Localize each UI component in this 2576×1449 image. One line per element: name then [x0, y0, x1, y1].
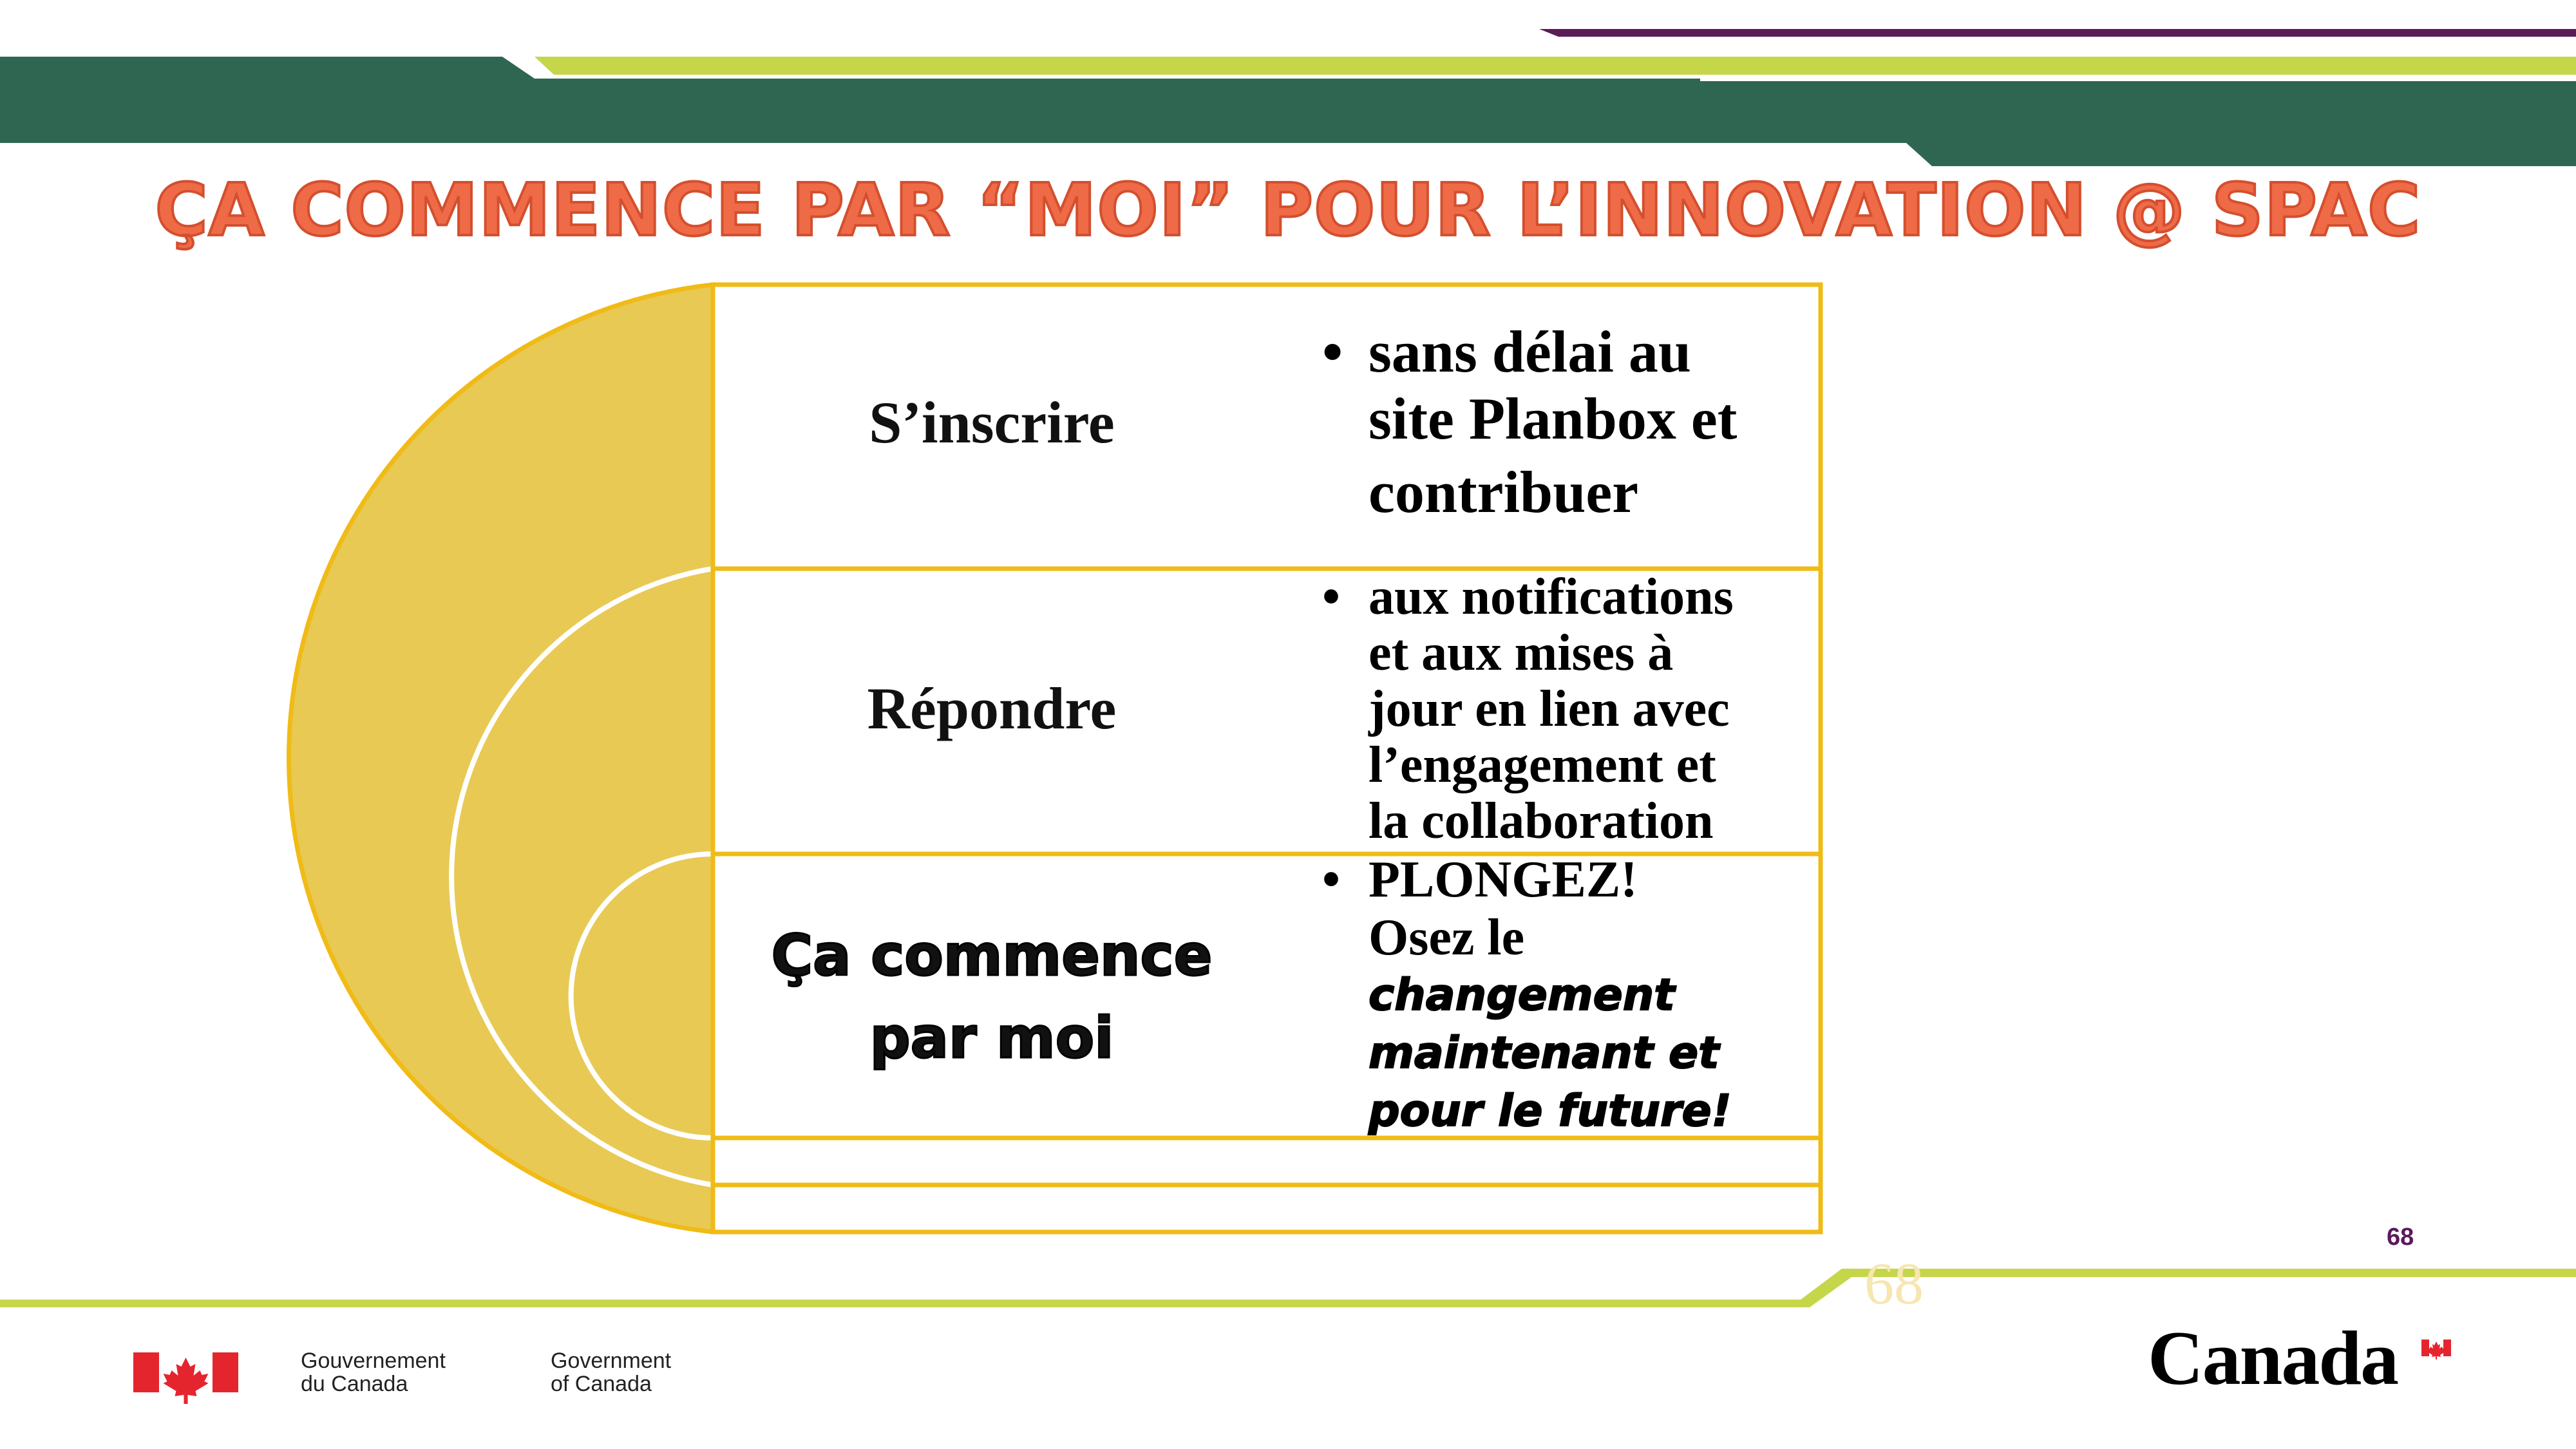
- label-line: Ça commence: [771, 922, 1213, 989]
- emphasis-line: maintenant et: [1368, 1028, 1719, 1079]
- gov-fr-line: du Canada: [301, 1372, 408, 1396]
- bullet-line: aux notifications: [1368, 569, 1734, 625]
- row-bullet-repondre: [1322, 569, 1813, 849]
- gov-signature-fr: [301, 1349, 446, 1396]
- emphasis-line: pour le future!: [1368, 1086, 1732, 1137]
- bullet-glyph: •: [1322, 319, 1343, 384]
- row-label-ca-commence: [728, 914, 1256, 1079]
- bullet-line: la collaboration: [1368, 793, 1714, 849]
- bullet-line: Osez le: [1368, 909, 1525, 966]
- footer-lime-band-left: [0, 1300, 1803, 1307]
- row-bullet-plongez: [1322, 851, 1813, 1141]
- gov-en-line: Government: [551, 1349, 672, 1373]
- outer-arc: [289, 285, 713, 1232]
- bullet-line: contribuer: [1368, 459, 1639, 525]
- bullet-line: et aux mises à: [1368, 625, 1674, 681]
- header-lime-band: [535, 57, 2576, 75]
- canada-flag-icon: [133, 1352, 238, 1404]
- gov-en-line: of Canada: [551, 1372, 652, 1396]
- canada-wordmark: Canada: [2148, 1315, 2398, 1401]
- wordmark-flag-icon: [2421, 1340, 2451, 1359]
- bullet-line: site Planbox et: [1368, 386, 1738, 451]
- ghost-page-number: 68: [1864, 1251, 1924, 1316]
- gov-fr-line: Gouvernement: [301, 1349, 446, 1373]
- bullet-glyph: •: [1322, 569, 1341, 625]
- row-label-sinscrire: S’inscrire: [869, 390, 1115, 455]
- header-purple-band: [1539, 29, 2576, 37]
- slide-title: ÇA COMMENCE PAR “MOI” POUR L’INNOVATION @ SPAC: [155, 169, 2421, 252]
- bullet-line: PLONGEZ!: [1368, 851, 1638, 908]
- bullet-glyph: •: [1322, 851, 1341, 908]
- row-label-repondre: Répondre: [867, 676, 1117, 741]
- gov-signature-en: [551, 1349, 671, 1396]
- row-bullet-sinscrire: [1322, 318, 1813, 526]
- page-number: 68: [2387, 1224, 2414, 1251]
- bullet-line: sans délai au: [1368, 319, 1692, 384]
- bullet-line: jour en lien avec: [1368, 681, 1730, 737]
- bullet-line: l’engagement et: [1368, 737, 1716, 793]
- label-line: par moi: [869, 1005, 1114, 1071]
- emphasis-line: changement: [1368, 970, 1675, 1021]
